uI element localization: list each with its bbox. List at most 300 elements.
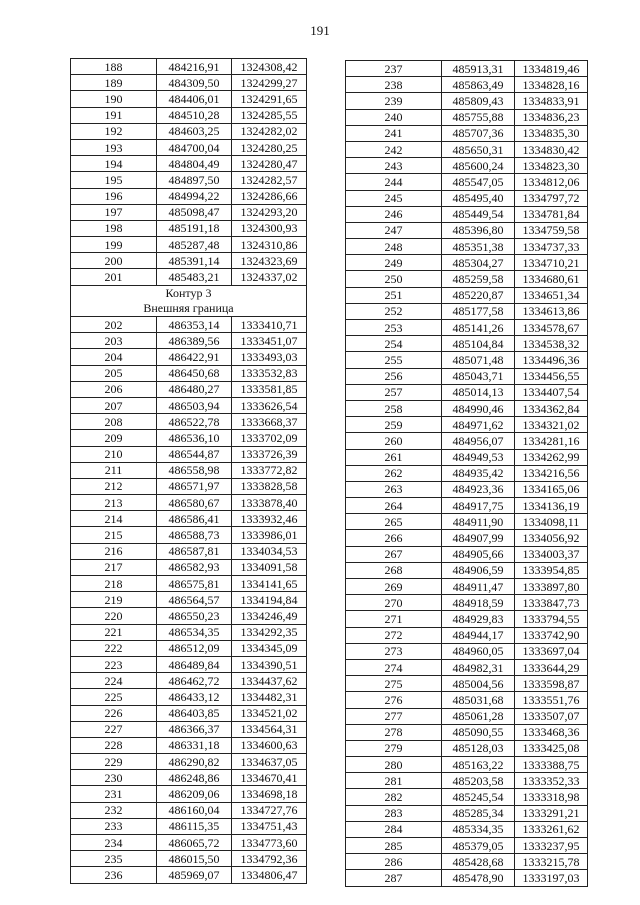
x-coordinate-cell: 484990,46 xyxy=(442,400,515,416)
table-row xyxy=(71,365,307,381)
y-coordinate-cell: 1334651,34 xyxy=(515,287,588,303)
y-coordinate-cell: 1324285,55 xyxy=(232,107,307,123)
table-row xyxy=(71,333,307,349)
point-number-cell: 267 xyxy=(346,546,442,562)
point-number-cell: 204 xyxy=(71,349,157,365)
table-row xyxy=(346,206,588,222)
y-coordinate-cell: 1334806,47 xyxy=(232,867,307,883)
y-coordinate-cell: 1334345,09 xyxy=(232,640,307,656)
y-coordinate-cell: 1334698,18 xyxy=(232,786,307,802)
table-row xyxy=(71,397,307,413)
x-coordinate-cell: 485600,24 xyxy=(442,158,515,174)
point-number-cell: 261 xyxy=(346,449,442,465)
table-row xyxy=(71,446,307,462)
table-row xyxy=(346,125,588,141)
table-row xyxy=(346,190,588,206)
table-row xyxy=(346,336,588,352)
point-number-cell: 269 xyxy=(346,579,442,595)
point-number-cell: 248 xyxy=(346,239,442,255)
y-coordinate-cell: 1333532,83 xyxy=(232,365,307,381)
section-subtitle: Внешняя граница xyxy=(71,301,307,317)
y-coordinate-cell: 1334034,53 xyxy=(232,543,307,559)
x-coordinate-cell: 486587,81 xyxy=(157,543,232,559)
x-coordinate-cell: 486403,85 xyxy=(157,705,232,721)
x-coordinate-cell: 484905,66 xyxy=(442,546,515,562)
y-coordinate-cell: 1333954,85 xyxy=(515,562,588,578)
point-number-cell: 279 xyxy=(346,740,442,756)
right-table-body xyxy=(346,61,588,887)
x-coordinate-cell: 485755,88 xyxy=(442,109,515,125)
table-row xyxy=(71,478,307,494)
x-coordinate-cell: 484918,59 xyxy=(442,595,515,611)
table-row xyxy=(346,465,588,481)
y-coordinate-cell: 1334262,99 xyxy=(515,449,588,465)
point-number-cell: 230 xyxy=(71,770,157,786)
point-number-cell: 251 xyxy=(346,287,442,303)
point-number-cell: 217 xyxy=(71,559,157,575)
x-coordinate-cell: 484804,49 xyxy=(157,156,232,172)
point-number-cell: 260 xyxy=(346,433,442,449)
y-coordinate-cell: 1324280,47 xyxy=(232,156,307,172)
point-number-cell: 238 xyxy=(346,77,442,93)
table-row xyxy=(71,786,307,802)
x-coordinate-cell: 485203,58 xyxy=(442,773,515,789)
x-coordinate-cell: 485285,34 xyxy=(442,805,515,821)
x-coordinate-cell: 486544,87 xyxy=(157,446,232,462)
table-row xyxy=(346,562,588,578)
y-coordinate-cell: 1333668,37 xyxy=(232,414,307,430)
table-row xyxy=(346,141,588,157)
y-coordinate-cell: 1334098,11 xyxy=(515,514,588,530)
point-number-cell: 268 xyxy=(346,562,442,578)
y-coordinate-cell: 1333493,03 xyxy=(232,349,307,365)
y-coordinate-cell: 1333581,85 xyxy=(232,381,307,397)
x-coordinate-cell: 485177,58 xyxy=(442,303,515,319)
table-row xyxy=(71,91,307,107)
y-coordinate-cell: 1324282,57 xyxy=(232,172,307,188)
x-coordinate-cell: 486503,94 xyxy=(157,397,232,413)
point-number-cell: 252 xyxy=(346,303,442,319)
x-coordinate-cell: 485495,40 xyxy=(442,190,515,206)
x-coordinate-cell: 486160,04 xyxy=(157,802,232,818)
x-coordinate-cell: 485061,28 xyxy=(442,708,515,724)
point-number-cell: 262 xyxy=(346,465,442,481)
table-row xyxy=(71,543,307,559)
x-coordinate-cell: 486331,18 xyxy=(157,737,232,753)
y-coordinate-cell: 1334521,02 xyxy=(232,705,307,721)
y-coordinate-cell: 1334091,58 xyxy=(232,559,307,575)
table-row xyxy=(346,109,588,125)
point-number-cell: 190 xyxy=(71,91,157,107)
x-coordinate-cell: 486480,27 xyxy=(157,381,232,397)
x-coordinate-cell: 485863,49 xyxy=(442,77,515,93)
point-number-cell: 205 xyxy=(71,365,157,381)
point-number-cell: 206 xyxy=(71,381,157,397)
table-row xyxy=(71,851,307,867)
coordinates-table-right xyxy=(345,60,588,887)
point-number-cell: 212 xyxy=(71,478,157,494)
x-coordinate-cell: 484897,50 xyxy=(157,172,232,188)
table-row xyxy=(346,498,588,514)
point-number-cell: 259 xyxy=(346,417,442,433)
table-row xyxy=(71,430,307,446)
table-row xyxy=(346,433,588,449)
y-coordinate-cell: 1333388,75 xyxy=(515,757,588,773)
coordinates-table-left xyxy=(70,58,307,884)
table-row xyxy=(346,255,588,271)
table-row xyxy=(346,579,588,595)
point-number-cell: 228 xyxy=(71,737,157,753)
table-row xyxy=(71,220,307,236)
x-coordinate-cell: 485128,03 xyxy=(442,740,515,756)
y-coordinate-cell: 1334056,92 xyxy=(515,530,588,546)
table-row xyxy=(71,188,307,204)
table-row xyxy=(346,303,588,319)
point-number-cell: 235 xyxy=(71,851,157,867)
point-number-cell: 285 xyxy=(346,838,442,854)
point-number-cell: 229 xyxy=(71,754,157,770)
point-number-cell: 239 xyxy=(346,93,442,109)
x-coordinate-cell: 485004,56 xyxy=(442,676,515,692)
table-row xyxy=(71,673,307,689)
x-coordinate-cell: 485707,36 xyxy=(442,125,515,141)
y-coordinate-cell: 1334710,21 xyxy=(515,255,588,271)
y-coordinate-cell: 1334246,49 xyxy=(232,608,307,624)
point-number-cell: 192 xyxy=(71,123,157,139)
point-number-cell: 216 xyxy=(71,543,157,559)
y-coordinate-cell: 1324310,86 xyxy=(232,237,307,253)
table-row xyxy=(71,414,307,430)
x-coordinate-cell: 485287,48 xyxy=(157,237,232,253)
x-coordinate-cell: 484911,47 xyxy=(442,579,515,595)
table-row xyxy=(346,676,588,692)
table-row xyxy=(71,576,307,592)
page-number: 191 xyxy=(310,23,330,38)
left-table-body xyxy=(71,59,307,884)
table-row xyxy=(71,770,307,786)
table-row xyxy=(71,608,307,624)
table-row xyxy=(71,204,307,220)
y-coordinate-cell: 1334828,16 xyxy=(515,77,588,93)
point-number-cell: 189 xyxy=(71,75,157,91)
y-coordinate-cell: 1334781,84 xyxy=(515,206,588,222)
table-row xyxy=(346,773,588,789)
x-coordinate-cell: 485396,80 xyxy=(442,222,515,238)
point-number-cell: 191 xyxy=(71,107,157,123)
x-coordinate-cell: 486115,35 xyxy=(157,818,232,834)
y-coordinate-cell: 1333598,87 xyxy=(515,676,588,692)
table-row xyxy=(346,708,588,724)
x-coordinate-cell: 485547,05 xyxy=(442,174,515,190)
y-coordinate-cell: 1334670,41 xyxy=(232,770,307,786)
point-number-cell: 241 xyxy=(346,125,442,141)
x-coordinate-cell: 486433,12 xyxy=(157,689,232,705)
point-number-cell: 222 xyxy=(71,640,157,656)
point-number-cell: 278 xyxy=(346,724,442,740)
point-number-cell: 215 xyxy=(71,527,157,543)
point-number-cell: 234 xyxy=(71,835,157,851)
point-number-cell: 275 xyxy=(346,676,442,692)
y-coordinate-cell: 1334321,02 xyxy=(515,417,588,433)
table-row xyxy=(71,640,307,656)
point-number-cell: 247 xyxy=(346,222,442,238)
y-coordinate-cell: 1333261,62 xyxy=(515,821,588,837)
x-coordinate-cell: 484944,17 xyxy=(442,627,515,643)
point-number-cell: 287 xyxy=(346,870,442,886)
y-coordinate-cell: 1333847,73 xyxy=(515,595,588,611)
table-row xyxy=(346,384,588,400)
point-number-cell: 232 xyxy=(71,802,157,818)
x-coordinate-cell: 485259,58 xyxy=(442,271,515,287)
table-row xyxy=(346,158,588,174)
x-coordinate-cell: 486575,81 xyxy=(157,576,232,592)
y-coordinate-cell: 1334680,61 xyxy=(515,271,588,287)
x-coordinate-cell: 486389,56 xyxy=(157,333,232,349)
y-coordinate-cell: 1334456,55 xyxy=(515,368,588,384)
table-row xyxy=(71,802,307,818)
point-number-cell: 210 xyxy=(71,446,157,462)
x-coordinate-cell: 486536,10 xyxy=(157,430,232,446)
point-number-cell: 281 xyxy=(346,773,442,789)
x-coordinate-cell: 486522,78 xyxy=(157,414,232,430)
point-number-cell: 257 xyxy=(346,384,442,400)
point-number-cell: 271 xyxy=(346,611,442,627)
table-row xyxy=(71,123,307,139)
y-coordinate-cell: 1334281,16 xyxy=(515,433,588,449)
table-row xyxy=(71,317,307,333)
x-coordinate-cell: 485351,38 xyxy=(442,239,515,255)
x-coordinate-cell: 484923,36 xyxy=(442,481,515,497)
point-number-cell: 223 xyxy=(71,656,157,672)
point-number-cell: 227 xyxy=(71,721,157,737)
y-coordinate-cell: 1333772,82 xyxy=(232,462,307,478)
y-coordinate-cell: 1333410,71 xyxy=(232,317,307,333)
table-row xyxy=(346,611,588,627)
y-coordinate-cell: 1334812,06 xyxy=(515,174,588,190)
point-number-cell: 280 xyxy=(346,757,442,773)
point-number-cell: 264 xyxy=(346,498,442,514)
x-coordinate-cell: 486366,37 xyxy=(157,721,232,737)
point-number-cell: 270 xyxy=(346,595,442,611)
y-coordinate-cell: 1333451,07 xyxy=(232,333,307,349)
x-coordinate-cell: 484906,59 xyxy=(442,562,515,578)
x-coordinate-cell: 486564,57 xyxy=(157,592,232,608)
point-number-cell: 196 xyxy=(71,188,157,204)
x-coordinate-cell: 484949,53 xyxy=(442,449,515,465)
point-number-cell: 200 xyxy=(71,253,157,269)
y-coordinate-cell: 1334613,86 xyxy=(515,303,588,319)
point-number-cell: 237 xyxy=(346,61,442,77)
x-coordinate-cell: 485969,07 xyxy=(157,867,232,883)
y-coordinate-cell: 1333986,01 xyxy=(232,527,307,543)
point-number-cell: 274 xyxy=(346,659,442,675)
table-row xyxy=(71,835,307,851)
x-coordinate-cell: 485478,90 xyxy=(442,870,515,886)
y-coordinate-cell: 1333318,98 xyxy=(515,789,588,805)
x-coordinate-cell: 485379,05 xyxy=(442,838,515,854)
y-coordinate-cell: 1324280,25 xyxy=(232,139,307,155)
x-coordinate-cell: 485191,18 xyxy=(157,220,232,236)
y-coordinate-cell: 1334482,31 xyxy=(232,689,307,705)
point-number-cell: 272 xyxy=(346,627,442,643)
table-row xyxy=(71,495,307,511)
table-row xyxy=(71,139,307,155)
y-coordinate-cell: 1334362,84 xyxy=(515,400,588,416)
y-coordinate-cell: 1324337,02 xyxy=(232,269,307,285)
x-coordinate-cell: 484982,31 xyxy=(442,659,515,675)
x-coordinate-cell: 486462,72 xyxy=(157,673,232,689)
table-row xyxy=(346,174,588,190)
y-coordinate-cell: 1333697,04 xyxy=(515,643,588,659)
y-coordinate-cell: 1334751,43 xyxy=(232,818,307,834)
point-number-cell: 209 xyxy=(71,430,157,446)
table-row xyxy=(346,530,588,546)
y-coordinate-cell: 1334830,42 xyxy=(515,141,588,157)
x-coordinate-cell: 484935,42 xyxy=(442,465,515,481)
x-coordinate-cell: 486571,97 xyxy=(157,478,232,494)
point-number-cell: 218 xyxy=(71,576,157,592)
y-coordinate-cell: 1324323,69 xyxy=(232,253,307,269)
x-coordinate-cell: 484994,22 xyxy=(157,188,232,204)
point-number-cell: 220 xyxy=(71,608,157,624)
x-coordinate-cell: 484907,99 xyxy=(442,530,515,546)
table-row xyxy=(346,77,588,93)
point-number-cell: 226 xyxy=(71,705,157,721)
point-number-cell: 244 xyxy=(346,174,442,190)
point-number-cell: 240 xyxy=(346,109,442,125)
table-row xyxy=(346,400,588,416)
y-coordinate-cell: 1324308,42 xyxy=(232,59,307,75)
y-coordinate-cell: 1334216,56 xyxy=(515,465,588,481)
table-row xyxy=(346,514,588,530)
x-coordinate-cell: 486582,93 xyxy=(157,559,232,575)
y-coordinate-cell: 1333215,78 xyxy=(515,854,588,870)
x-coordinate-cell: 484917,75 xyxy=(442,498,515,514)
table-row xyxy=(71,172,307,188)
x-coordinate-cell: 484309,50 xyxy=(157,75,232,91)
point-number-cell: 256 xyxy=(346,368,442,384)
point-number-cell: 250 xyxy=(346,271,442,287)
table-row xyxy=(346,659,588,675)
y-coordinate-cell: 1334578,67 xyxy=(515,320,588,336)
point-number-cell: 188 xyxy=(71,59,157,75)
y-coordinate-cell: 1333644,29 xyxy=(515,659,588,675)
x-coordinate-cell: 485483,21 xyxy=(157,269,232,285)
point-number-cell: 242 xyxy=(346,141,442,157)
table-row xyxy=(346,838,588,854)
x-coordinate-cell: 484929,83 xyxy=(442,611,515,627)
table-row xyxy=(71,754,307,770)
y-coordinate-cell: 1333626,54 xyxy=(232,397,307,413)
x-coordinate-cell: 486248,86 xyxy=(157,770,232,786)
y-coordinate-cell: 1333468,36 xyxy=(515,724,588,740)
point-number-cell: 249 xyxy=(346,255,442,271)
x-coordinate-cell: 485014,13 xyxy=(442,384,515,400)
x-coordinate-cell: 485043,71 xyxy=(442,368,515,384)
x-coordinate-cell: 485220,87 xyxy=(442,287,515,303)
point-number-cell: 203 xyxy=(71,333,157,349)
x-coordinate-cell: 484603,25 xyxy=(157,123,232,139)
point-number-cell: 211 xyxy=(71,462,157,478)
point-number-cell: 255 xyxy=(346,352,442,368)
y-coordinate-cell: 1333932,46 xyxy=(232,511,307,527)
point-number-cell: 219 xyxy=(71,592,157,608)
x-coordinate-cell: 484960,05 xyxy=(442,643,515,659)
table-row xyxy=(346,740,588,756)
y-coordinate-cell: 1334003,37 xyxy=(515,546,588,562)
table-row xyxy=(346,627,588,643)
table-row xyxy=(346,870,588,886)
y-coordinate-cell: 1333702,09 xyxy=(232,430,307,446)
x-coordinate-cell: 484216,91 xyxy=(157,59,232,75)
point-number-cell: 194 xyxy=(71,156,157,172)
x-coordinate-cell: 485913,31 xyxy=(442,61,515,77)
section-title: Контур 3 xyxy=(71,285,307,301)
y-coordinate-cell: 1334437,62 xyxy=(232,673,307,689)
y-coordinate-cell: 1333425,08 xyxy=(515,740,588,756)
x-coordinate-cell: 486353,14 xyxy=(157,317,232,333)
y-coordinate-cell: 1334600,63 xyxy=(232,737,307,753)
y-coordinate-cell: 1334141,65 xyxy=(232,576,307,592)
table-row xyxy=(346,239,588,255)
table-row xyxy=(71,75,307,91)
table-row xyxy=(71,527,307,543)
y-coordinate-cell: 1333352,33 xyxy=(515,773,588,789)
table-row xyxy=(346,449,588,465)
point-number-cell: 284 xyxy=(346,821,442,837)
table-row xyxy=(346,821,588,837)
x-coordinate-cell: 485071,48 xyxy=(442,352,515,368)
point-number-cell: 246 xyxy=(346,206,442,222)
y-coordinate-cell: 1334538,32 xyxy=(515,336,588,352)
y-coordinate-cell: 1324300,93 xyxy=(232,220,307,236)
point-number-cell: 231 xyxy=(71,786,157,802)
y-coordinate-cell: 1333291,21 xyxy=(515,805,588,821)
y-coordinate-cell: 1324291,65 xyxy=(232,91,307,107)
point-number-cell: 233 xyxy=(71,818,157,834)
y-coordinate-cell: 1334194,84 xyxy=(232,592,307,608)
table-row xyxy=(346,724,588,740)
table-row xyxy=(346,789,588,805)
y-coordinate-cell: 1334836,23 xyxy=(515,109,588,125)
point-number-cell: 286 xyxy=(346,854,442,870)
point-number-cell: 207 xyxy=(71,397,157,413)
x-coordinate-cell: 486534,35 xyxy=(157,624,232,640)
x-coordinate-cell: 486512,09 xyxy=(157,640,232,656)
table-row xyxy=(71,511,307,527)
table-row xyxy=(346,546,588,562)
x-coordinate-cell: 485391,14 xyxy=(157,253,232,269)
point-number-cell: 243 xyxy=(346,158,442,174)
point-number-cell: 199 xyxy=(71,237,157,253)
table-row xyxy=(346,854,588,870)
section-title-row xyxy=(71,285,307,301)
point-number-cell: 195 xyxy=(71,172,157,188)
x-coordinate-cell: 485245,54 xyxy=(442,789,515,805)
x-coordinate-cell: 484510,28 xyxy=(157,107,232,123)
table-row xyxy=(71,656,307,672)
y-coordinate-cell: 1324293,20 xyxy=(232,204,307,220)
x-coordinate-cell: 485449,54 xyxy=(442,206,515,222)
y-coordinate-cell: 1333742,90 xyxy=(515,627,588,643)
table-row xyxy=(71,59,307,75)
table-row xyxy=(346,93,588,109)
y-coordinate-cell: 1334727,76 xyxy=(232,802,307,818)
x-coordinate-cell: 484406,01 xyxy=(157,91,232,107)
x-coordinate-cell: 484911,90 xyxy=(442,514,515,530)
table-row xyxy=(346,757,588,773)
x-coordinate-cell: 486489,84 xyxy=(157,656,232,672)
